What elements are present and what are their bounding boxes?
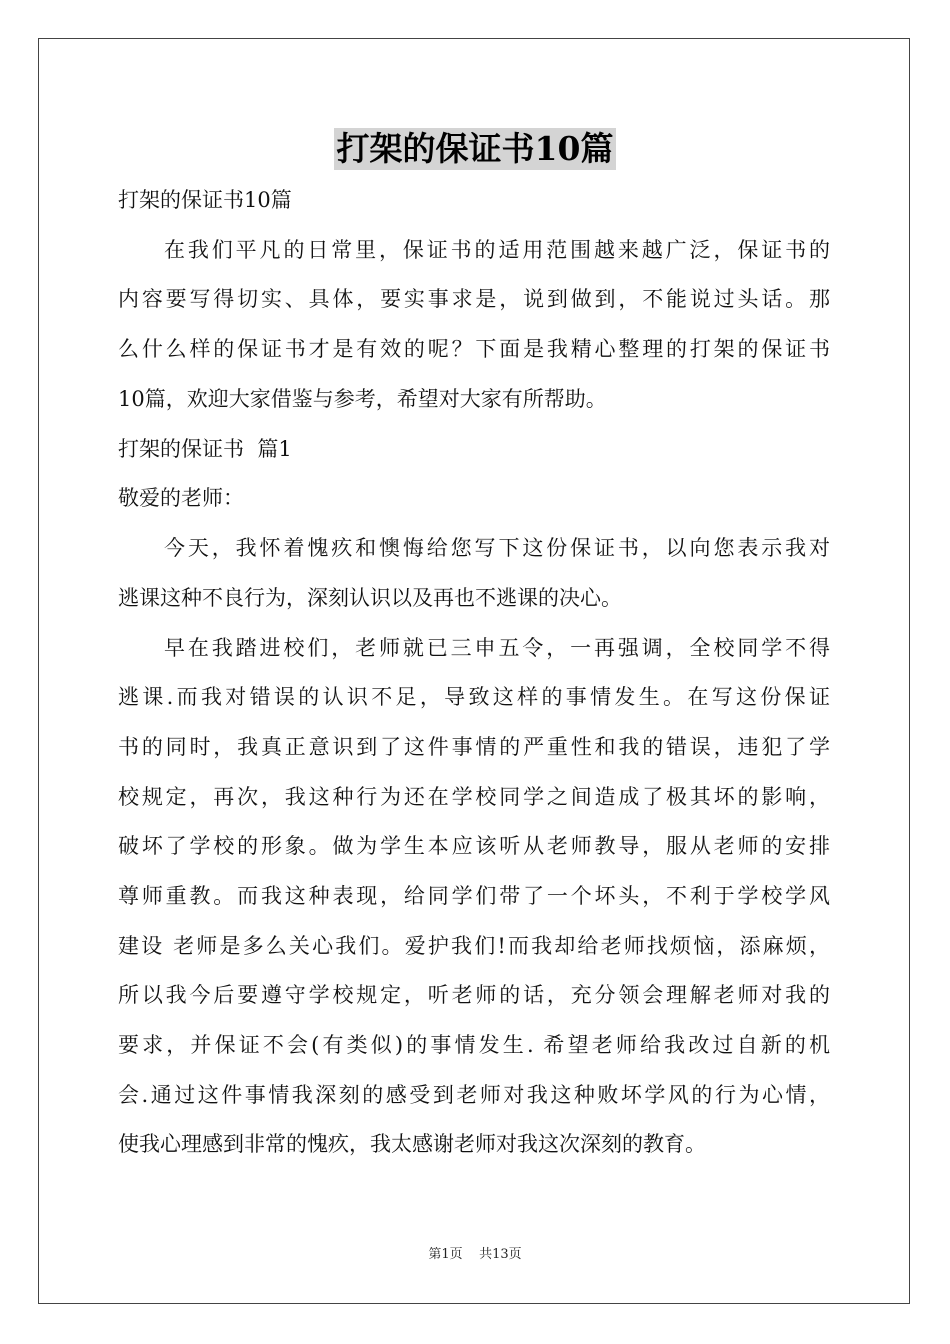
paragraph-line: 么什么样的保证书才是有效的呢？下面是我精心整理的打架的保证书	[118, 337, 830, 361]
paragraph-line: 使我心理感到非常的愧疚，我太感谢老师对我这次深刻的教育。	[118, 1132, 706, 1156]
title-block	[0, 128, 950, 170]
page-border	[38, 38, 910, 1304]
paragraph-line: 早在我踏进校们，老师就已三申五令，一再强调，全校同学不得	[164, 636, 830, 660]
page-footer	[0, 1246, 950, 1264]
paragraph-line: 建设 老师是多么关心我们。爱护我们!而我却给老师找烦恼，添麻烦，	[118, 934, 830, 958]
paragraph-line: 会.通过这件事情我深刻的感受到老师对我这种败坏学风的行为心情，	[118, 1083, 830, 1107]
page-total: 共13页	[479, 1247, 522, 1262]
salutation: 敬爱的老师：	[118, 486, 244, 510]
page-number: 第1页	[428, 1247, 463, 1262]
paragraph-line: 逃课.而我对错误的认识不足，导致这样的事情发生。在写这份保证	[118, 685, 830, 709]
paragraph-line: 校规定，再次，我这种行为还在学校同学之间造成了极其坏的影响，	[118, 785, 830, 809]
section-heading: 打架的保证书 篇1	[118, 437, 292, 461]
paragraph-line: 在我们平凡的日常里，保证书的适用范围越来越广泛，保证书的	[164, 238, 830, 262]
document-title: 打架的保证书10篇	[334, 128, 617, 170]
paragraph-line: 书的同时，我真正意识到了这件事情的严重性和我的错误，违犯了学	[118, 735, 830, 759]
paragraph-line: 尊师重教。而我这种表现，给同学们带了一个坏头，不利于学校学风	[118, 884, 830, 908]
paragraph-line: 内容要写得切实、具体，要实事求是，说到做到，不能说过头话。那	[118, 287, 830, 311]
paragraph-line: 所以我今后要遵守学校规定，听老师的话，充分领会理解老师对我的	[118, 983, 830, 1007]
paragraph-line: 要求，并保证不会(有类似)的事情发生. 希望老师给我改过自新的机	[118, 1033, 830, 1057]
paragraph-line: 今天，我怀着愧疚和懊悔给您写下这份保证书，以向您表示我对	[164, 536, 830, 560]
paragraph-line: 10篇，欢迎大家借鉴与参考，希望对大家有所帮助。	[118, 387, 607, 411]
subtitle-line: 打架的保证书10篇	[118, 188, 292, 212]
paragraph-line: 逃课这种不良行为，深刻认识以及再也不逃课的决心。	[118, 586, 622, 610]
paragraph-line: 破坏了学校的形象。做为学生本应该听从老师教导，服从老师的安排	[118, 834, 830, 858]
